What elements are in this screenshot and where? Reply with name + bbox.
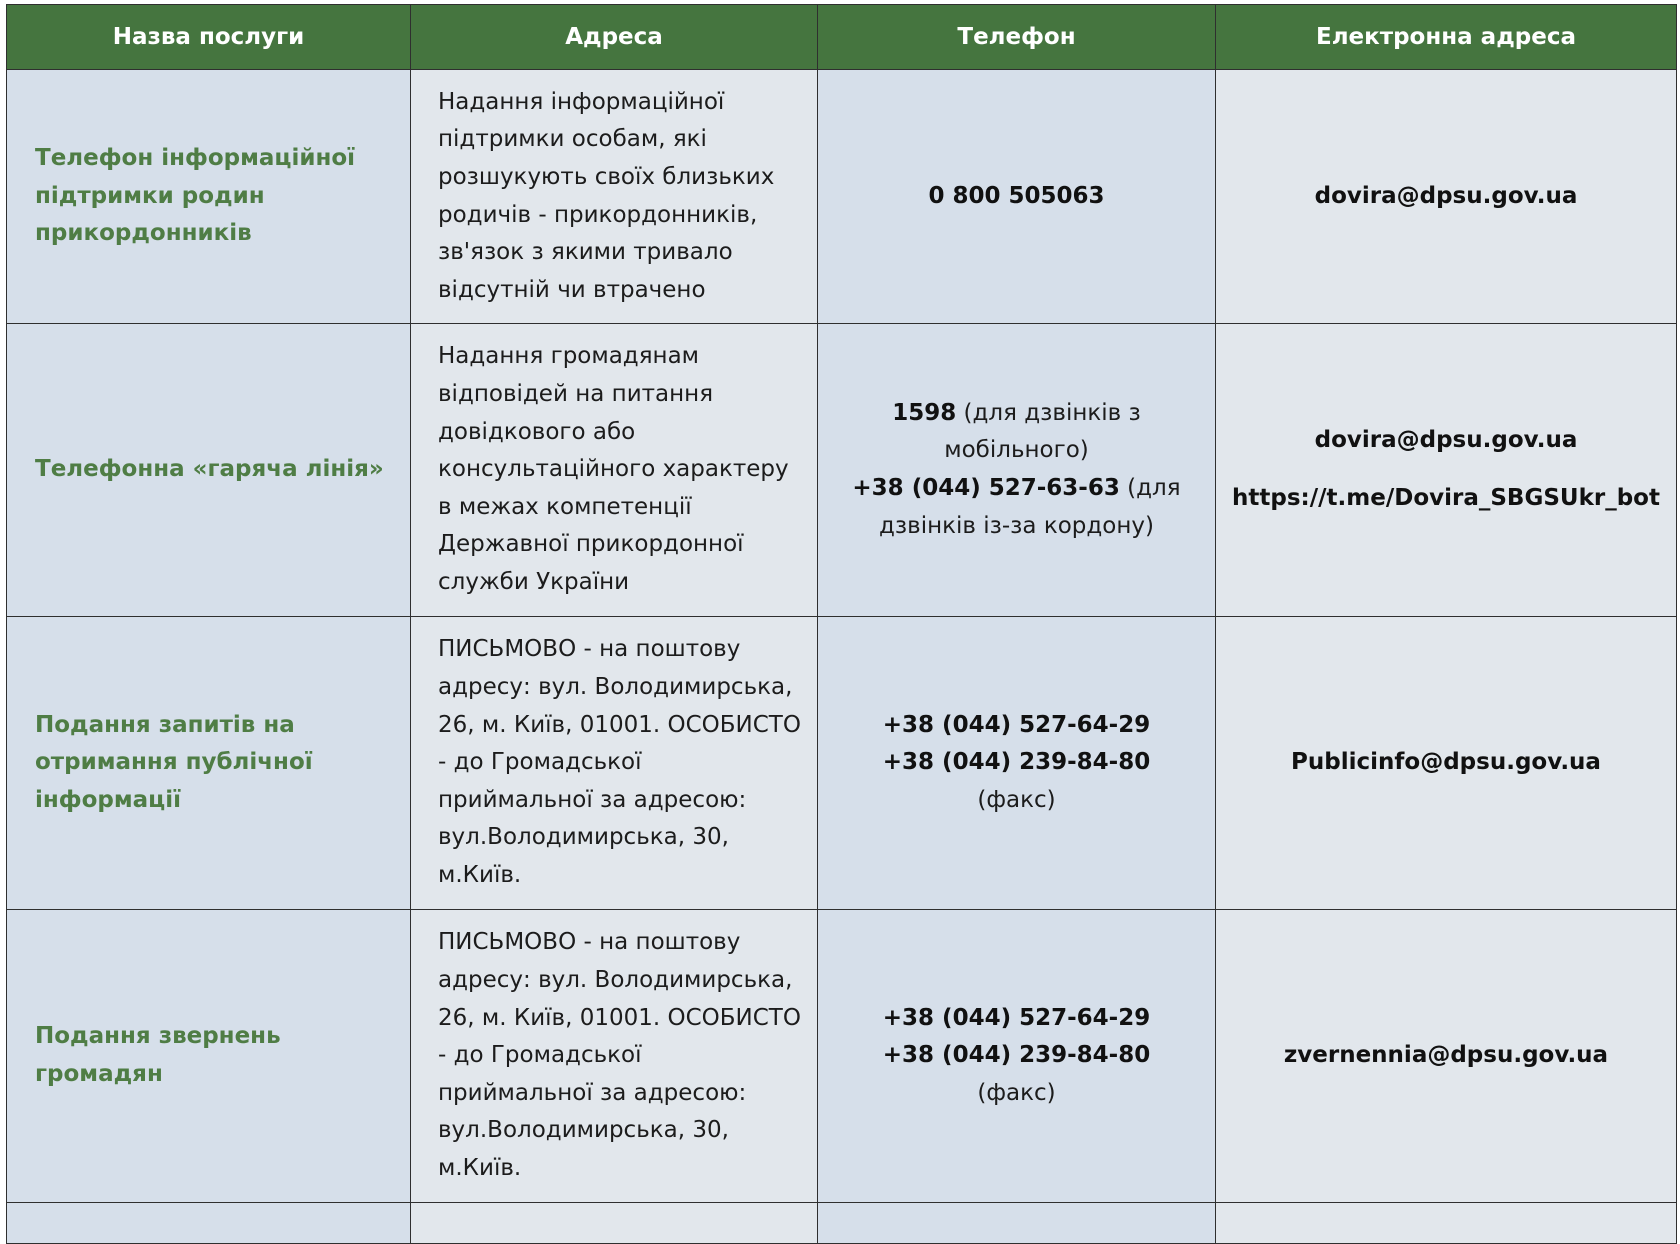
- phone-number[interactable]: 1598: [892, 399, 957, 426]
- phone-number[interactable]: +38 (044) 527-64-29: [882, 1004, 1151, 1031]
- header-service-name: Назва послуги: [7, 5, 411, 70]
- address-cell: [411, 1203, 818, 1244]
- fax-number[interactable]: +38 (044) 239-84-80: [882, 1042, 1151, 1069]
- phone-cell: [818, 1203, 1216, 1244]
- address-cell: ПИСЬМОВО - на поштову адресу: вул. Володимирська, 26, м. Київ, 01001. ОСОБИСТО - до Громадської приймальної за адресою: вул.Володимирська, 30, м.Київ.: [411, 617, 818, 910]
- email-cell: [1216, 617, 1677, 910]
- phone-line-abroad: [832, 470, 1201, 545]
- email-cell: [1216, 910, 1677, 1203]
- email-link[interactable]: zvernennia@dpsu.gov.ua: [1283, 1042, 1609, 1069]
- phone-cell: [818, 617, 1216, 910]
- email-cell: [1216, 324, 1677, 617]
- email-cell: [1216, 70, 1677, 324]
- phone-number[interactable]: 0 800 505063: [928, 182, 1105, 209]
- email-cell: [1216, 1203, 1677, 1244]
- table-row: [7, 617, 1677, 910]
- service-name-cell: Подання звернень громадян: [7, 910, 411, 1203]
- header-email: Електронна адреса: [1216, 5, 1677, 70]
- table-row: [7, 910, 1677, 1203]
- service-name-cell: Телефон інформаційної підтримки родин прикордонників: [7, 70, 411, 324]
- email-link[interactable]: dovira@dpsu.gov.ua: [1314, 427, 1578, 454]
- fax-number[interactable]: +38 (044) 239-84-80: [882, 749, 1151, 776]
- phone-note: (для дзвінків із-за кордону): [879, 475, 1181, 539]
- service-name-cell: Телефонна «гаряча лінія»: [7, 324, 411, 617]
- email-link[interactable]: dovira@dpsu.gov.ua: [1314, 182, 1578, 209]
- services-contact-table: [6, 4, 1677, 1244]
- fax-note: (факс): [977, 1079, 1056, 1106]
- fax-note: (факс): [977, 786, 1056, 813]
- table-row-partial: [7, 1203, 1677, 1244]
- phone-number[interactable]: +38 (044) 527-63-63: [852, 475, 1120, 501]
- header-address: Адреса: [411, 5, 818, 70]
- email-link[interactable]: Publicinfo@dpsu.gov.ua: [1291, 749, 1601, 776]
- address-cell: Надання інформаційної підтримки особам, які розшукують своїх близьких родичів - прикордонників, зв'язок з якими тривало відсутній чи втрачено: [411, 70, 818, 324]
- services-table-container: [6, 4, 1676, 1244]
- phone-note: (для дзвінків з мобільного): [944, 399, 1141, 464]
- header-phone: Телефон: [818, 5, 1216, 70]
- telegram-bot-link[interactable]: https://t.me/Dovira_SBGSUkr_bot: [1232, 485, 1660, 511]
- phone-line-mobile: [832, 395, 1201, 470]
- phone-cell: [818, 910, 1216, 1203]
- phone-cell: [818, 70, 1216, 324]
- table-header-row: [7, 5, 1677, 70]
- table-row: [7, 70, 1677, 324]
- address-cell: ПИСЬМОВО - на поштову адресу: вул. Володимирська, 26, м. Київ, 01001. ОСОБИСТО - до Громадської приймальної за адресою: вул.Володимирська, 30, м.Київ.: [411, 910, 818, 1203]
- phone-cell: [818, 324, 1216, 617]
- service-name-cell: [7, 1203, 411, 1244]
- table-row: [7, 324, 1677, 617]
- service-name-cell: Подання запитів на отримання публічної інформації: [7, 617, 411, 910]
- address-cell: Надання громадянам відповідей на питання довідкового або консультаційного характеру в межах компетенції Державної прикордонної служби України: [411, 324, 818, 617]
- phone-number[interactable]: +38 (044) 527-64-29: [882, 711, 1151, 738]
